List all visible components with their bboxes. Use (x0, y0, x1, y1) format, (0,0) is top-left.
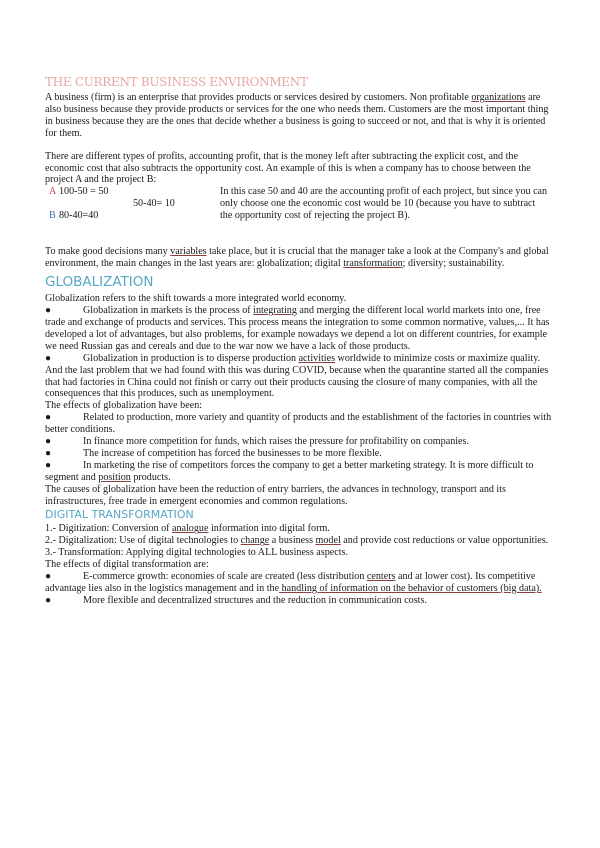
globalization-definition: Globalization refers to the shift towards a more integrated world economy. (45, 293, 347, 305)
bullet-icon: ● (45, 459, 52, 471)
effects-title: The effects of globalization have been: (45, 400, 203, 412)
document-body (45, 74, 555, 607)
digital-step-3: 3.- Transformation: Applying digital technologies to ALL business aspects. (45, 547, 348, 559)
bullet-icon: ● (45, 436, 52, 448)
underlined-word: organizations (471, 92, 526, 103)
intro-paragraph-2: There are different types of profits, accounting profit, that is the money left after subtracting the explicit cost, and the economic cost that also subtracts the opportunity cost. An example of this is when a company has to choose between the project A and the project B: (45, 150, 531, 186)
intro-paragraph-3: To make good decisions many variables take place, but it is crucial that the manager take a look at the Company's and global environment, the main changes in the last years are: globalization; digital transformation; diversity; sustainability. (45, 246, 549, 270)
underlined-word: handling of information on the behavior of customers (big data). (279, 583, 542, 594)
list-item: ● Related to production, more variety and quantity of products and the establishment of the factories in countries with better conditions. (45, 412, 552, 436)
list-item: ● More flexible and decentralized structures and the reduction in communication costs. (45, 594, 427, 606)
project-b-calc: 80-40=40 (59, 210, 99, 222)
project-b-label: B (49, 210, 56, 222)
list-item: ● In finance more competition for funds, which raises the pressure for profitability on companies. (45, 436, 469, 448)
underlined-word: analogue (172, 523, 209, 535)
list-item: ● Globalization in markets is the process of integrating and merging the different local world markets into one, free trade and exchange of products and services. This process means the integration to some common normative, values,... It has developed a lot of advantages, but also problems, for example nowadays we depend a lot on different countries, for example we need Russian gas and cereals and due to the war now we have a lack of those products. (45, 305, 550, 352)
bullet-icon: ● (45, 447, 52, 459)
project-a-calc: 100-50 = 50 (59, 186, 109, 198)
bullet-icon: ● (45, 352, 52, 364)
underlined-word: activities (298, 352, 336, 364)
underlined-word: position (98, 471, 131, 483)
digital-effects-title: The effects of digital transformation are: (45, 559, 209, 571)
list-item: ● Globalization in production is to disperse production activities worldwide to minimize costs or maximize quality. And the last problem that we had found with this was during COVID, because when the quarantine started all the companies that had factories in China could not finish or carry out their products causing the closure of many companies, with all the consequences that this produces, such as unemployment. (45, 352, 549, 400)
underlined-word: transformation (343, 258, 403, 270)
underlined-word: integrating (253, 305, 297, 317)
intro-paragraph-1: A business (firm) is an enterprise that provides products or services desired by customers. Non profitable organizations are also business because they provide products or services for the one who needs them. Customers are the most important thing in business because they are the ones that decide whether a business is going to succeed or not, and that is why it is oriented for them. (45, 92, 549, 139)
list-item: ● In marketing the rise of competitors forces the company to get a better marketing strategy. It is more difficult to segment and position products. (45, 459, 534, 483)
digital-step-2: 2.- Digitalization: Use of digital technologies to change a business model and provide cost reductions or value opportunities. (45, 535, 549, 547)
bullet-icon: ● (45, 571, 52, 583)
project-a-label: A (49, 186, 57, 198)
bullet-icon: ● (45, 594, 52, 606)
underlined-word: model (315, 535, 341, 547)
section-heading-globalization: GLOBALIZATION (45, 274, 154, 291)
economic-calc: 50-40= 10 (133, 198, 175, 210)
list-item: ● The increase of competition has forced the businesses to be more flexible. (45, 447, 382, 459)
page-title: THE CURRENT BUSINESS ENVIRONMENT (45, 75, 308, 89)
profit-example (45, 186, 555, 246)
underlined-word: variables (170, 246, 207, 258)
underlined-word: centers (366, 571, 396, 583)
example-note: In this case 50 and 40 are the accounting profit of each project, but since you can only choose one the economic cost would be 10 (because you have to subtract the opportunity cost of rejecting the project B). (220, 186, 548, 222)
causes-paragraph: The causes of globalization have been the reduction of entry barriers, the advances in technology, transport and its infrastructures, free trade in emergent economies and common regulations. (45, 483, 506, 507)
underlined-word: change (240, 535, 270, 547)
list-item: ● E-commerce growth: economies of scale are created (less distribution centers and at lower cost). Its competitive advantage lies also in the logistics management and in the handling of information on the behavior of customers (big data). (45, 571, 542, 594)
section-heading-digital: DIGITAL TRANSFORMATION (45, 508, 194, 522)
digital-step-1: 1.- Digitization: Conversion of analogue information into digital form. (45, 523, 330, 535)
bullet-icon: ● (45, 305, 52, 317)
bullet-icon: ● (45, 412, 52, 424)
